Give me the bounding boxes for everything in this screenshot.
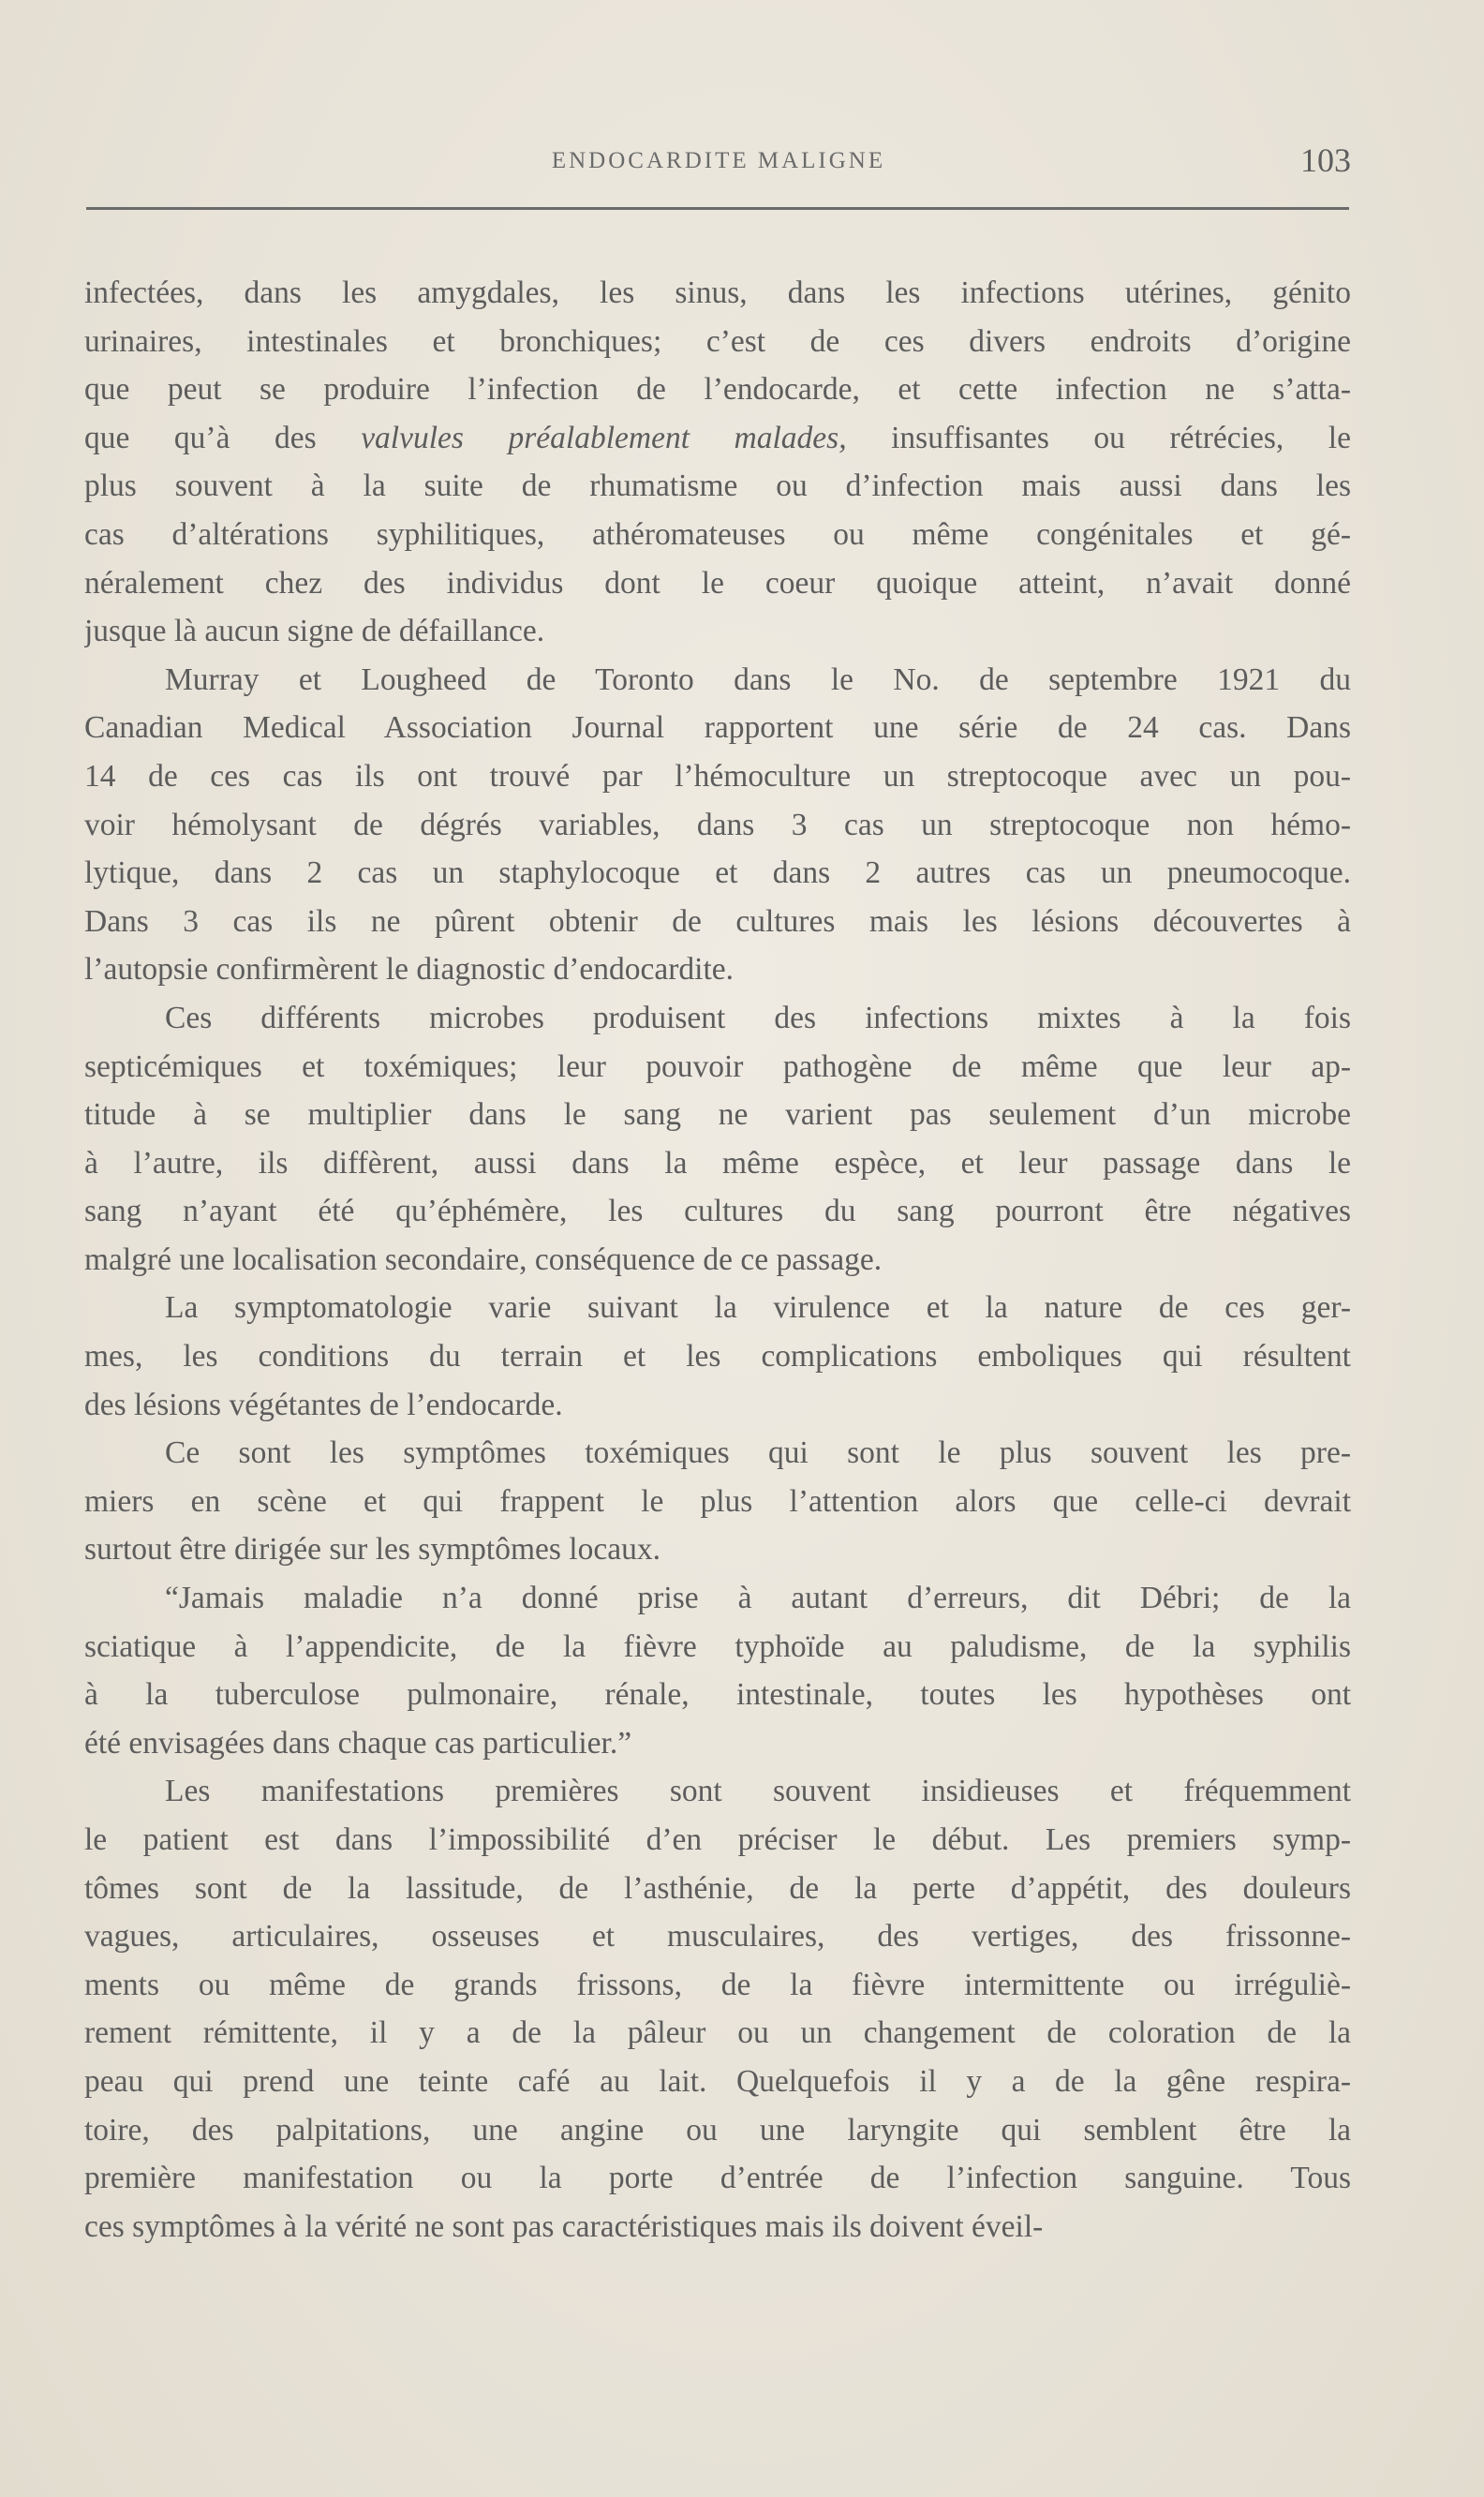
paragraph <box>84 656 1351 994</box>
text-line: urinaires, intestinales et bronchiques; c’est de ces divers endroits d’origine <box>84 323 1351 359</box>
text-line: Murray et Lougheed de Toronto dans le No. de septembre 1921 du <box>165 661 1351 697</box>
text-line: ments ou même de grands frissons, de la fièvre intermittente ou irréguliè- <box>84 1967 1351 2002</box>
text-line: sang n’ayant été qu’éphémère, les cultures du sang pourront être négatives <box>84 1194 1351 1229</box>
body-text <box>84 269 1351 2251</box>
text-line: à la tuberculose pulmonaire, rénale, intestinale, toutes les hypothèses ont <box>84 1677 1351 1713</box>
text-line: Les manifestations premières sont souvent insidieuses et fréquemment <box>165 1774 1351 1809</box>
text-line: vagues, articulaires, osseuses et musculaires, des vertiges, des frissonne- <box>84 1919 1351 1954</box>
text-line: Canadian Medical Association Journal rapportent une série de 24 cas. Dans <box>84 710 1351 746</box>
running-head <box>86 141 1351 178</box>
text-line: mes, les conditions du terrain et les complications emboliques qui résultent <box>84 1339 1351 1375</box>
paragraph <box>84 269 1351 656</box>
running-title: ENDOCARDITE MALIGNE <box>551 148 886 173</box>
paragraph <box>84 1429 1351 1574</box>
paragraph <box>84 1574 1351 1767</box>
text-line: miers en scène et qui frappent le plus l’attention alors que celle-ci devrait <box>84 1483 1351 1519</box>
text-line: tômes sont de la lassitude, de l’asthénie, de la perte d’appétit, des douleurs <box>84 1870 1351 1906</box>
text-line: Dans 3 cas ils ne pûrent obtenir de cultures mais les lésions découvertes à <box>84 903 1351 939</box>
text-line: peau qui prend une teinte café au lait. Quelquefois il y a de la gêne respira- <box>84 2063 1351 2099</box>
text-line: titude à se multiplier dans le sang ne varient pas seulement d’un microbe <box>84 1097 1351 1133</box>
text-line: infectées, dans les amygdales, les sinus, dans les infections utérines, génito <box>84 275 1351 310</box>
text-line: à l’autre, ils diffèrent, aussi dans la même espèce, et leur passage dans le <box>84 1145 1351 1181</box>
text-line: sciatique à l’appendicite, de la fièvre typhoïde au paludisme, de la syphilis <box>84 1628 1351 1664</box>
text-line: jusque là aucun signe de défaillance. <box>84 614 545 649</box>
page-number: 103 <box>1300 141 1351 179</box>
text-line: surtout être dirigée sur les symptômes locaux. <box>84 1532 660 1568</box>
text-line: Ces différents microbes produisent des infections mixtes à la fois <box>165 1000 1351 1035</box>
text-line: plus souvent à la suite de rhumatisme ou d’infection mais aussi dans les <box>84 468 1351 504</box>
header-rule <box>86 207 1349 210</box>
text-line: Ce sont les symptômes toxémiques qui sont le plus souvent les pre- <box>165 1435 1351 1471</box>
text-line: néralement chez des individus dont le coeur quoique atteint, n’avait donné <box>84 565 1351 601</box>
text-line: le patient est dans l’impossibilité d’en préciser le début. Les premiers symp- <box>84 1822 1351 1857</box>
paragraph <box>84 1284 1351 1429</box>
text-line: toire, des palpitations, une angine ou une laryngite qui semblent être la <box>84 2112 1351 2148</box>
text-line: été envisagées dans chaque cas particulier.” <box>84 1725 632 1761</box>
text-line: première manifestation ou la porte d’entrée de l’infection sanguine. Tous <box>84 2161 1351 2196</box>
text-line: lytique, dans 2 cas un staphylocoque et dans 2 autres cas un pneumocoque. <box>84 855 1351 891</box>
text-line: La symptomatologie varie suivant la virulence et la nature de ces ger- <box>165 1290 1351 1326</box>
paragraph <box>84 1767 1351 2251</box>
text-line: septicémiques et toxémiques; leur pouvoir pathogène de même que leur ap- <box>84 1048 1351 1084</box>
text-line: “Jamais maladie n’a donné prise à autant d’erreurs, dit Débri; de la <box>165 1581 1351 1616</box>
text-line: que peut se produire l’infection de l’endocarde, et cette infection ne s’atta- <box>84 372 1351 408</box>
text-line: voir hémolysant de dégrés variables, dans 3 cas un streptocoque non hémo- <box>84 807 1351 842</box>
text-line: 14 de ces cas ils ont trouvé par l’hémoculture un streptocoque avec un pou- <box>84 758 1351 794</box>
text-line: malgré une localisation secondaire, conséquence de ce passage. <box>84 1241 883 1277</box>
text-line: que qu’à des valvules préalablement malades, insuffisantes ou rétrécies, le <box>84 420 1351 455</box>
text-line: des lésions végétantes de l’endocarde. <box>84 1387 563 1422</box>
text-line: l’autopsie confirmèrent le diagnostic d’endocardite. <box>84 952 734 988</box>
text-line: rement rémittente, il y a de la pâleur ou un changement de coloration de la <box>84 2015 1351 2051</box>
text-line: ces symptômes à la vérité ne sont pas caractéristiques mais ils doivent éveil- <box>84 2208 1044 2244</box>
paragraph <box>84 994 1351 1285</box>
text-line: cas d’altérations syphilitiques, athéromateuses ou même congénitales et gé- <box>84 516 1351 552</box>
